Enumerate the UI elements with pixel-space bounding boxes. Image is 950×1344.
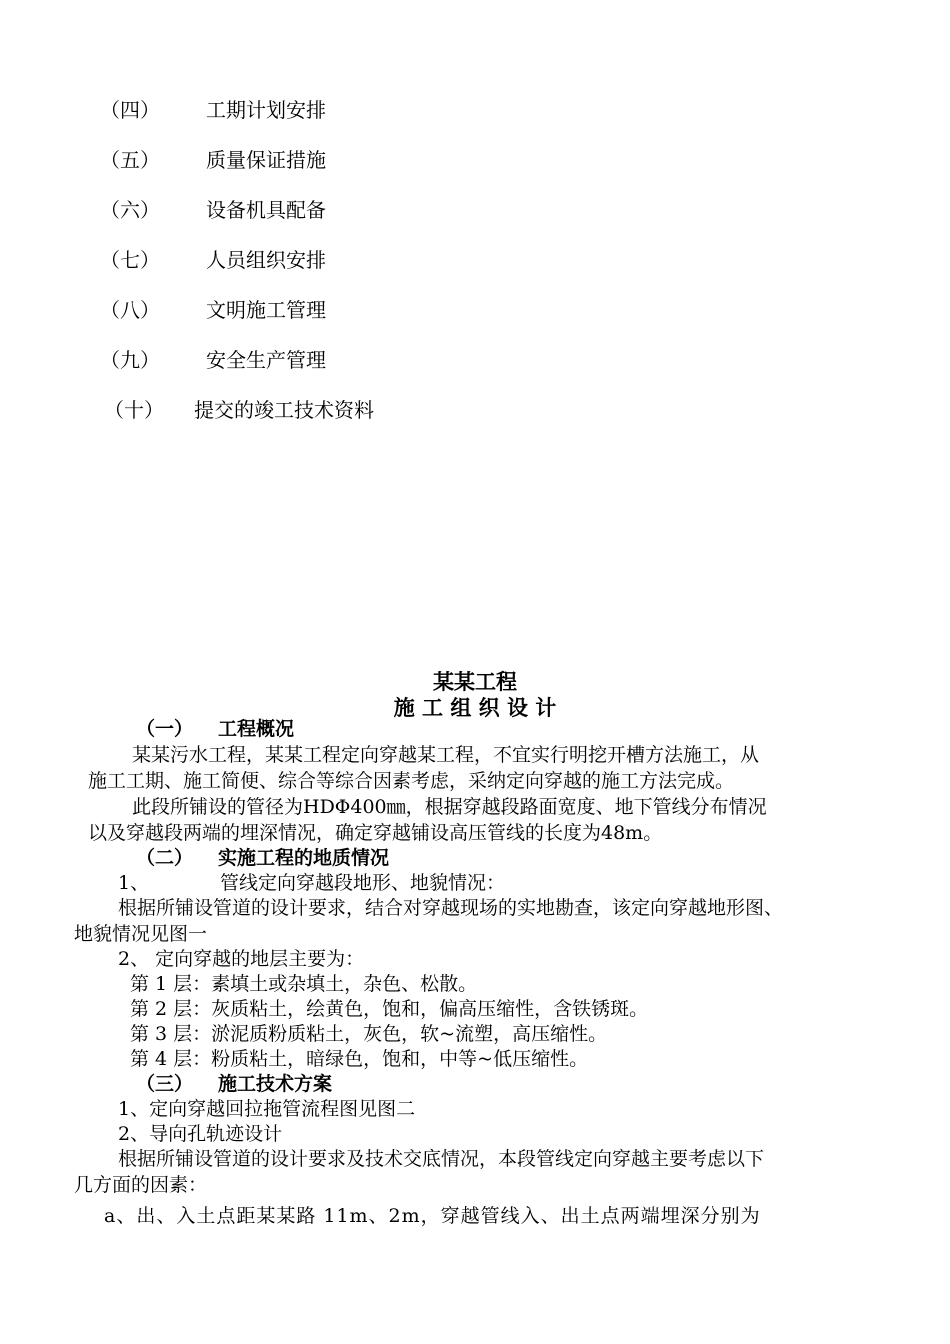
toc-item: 提交的竣工技术资料 [194, 398, 374, 422]
list-item: 管线定向穿越段地形、地貌情况： [220, 872, 506, 894]
layer-item: 第 2 层：灰质粘土，绘黄色，饱和，偏高压缩性，含铁锈斑。 [130, 998, 649, 1020]
list-number: 1、 [118, 872, 150, 894]
toc-item: 人员组织安排 [206, 248, 326, 272]
toc-num: （四） [100, 98, 160, 122]
section-heading: 工程概况 [218, 718, 295, 740]
paragraph-line: 以及穿越段两端的埋深情况，确定穿越铺设高压管线的长度为48m。 [88, 822, 663, 844]
layer-item: 第 3 层：淤泥质粉质粘土，灰色，软~流塑，高压缩性。 [130, 1023, 608, 1045]
document-subtitle: 施 工 组 织 设 计 [393, 696, 557, 720]
paragraph-line: 地貌情况见图一 [74, 923, 208, 945]
list-item: 1、定向穿越回拉拖管流程图见图二 [118, 1098, 416, 1120]
paragraph-line: 根据所铺设管道的设计要求及技术交底情况，本段管线定向穿越主要考虑以下 [118, 1148, 765, 1170]
toc-num: （五） [100, 148, 160, 172]
paragraph-line: 某某污水工程，某某工程定向穿越某工程，不宜实行明挖开槽方法施工，从 [132, 744, 760, 766]
paragraph-line: 根据所铺设管道的设计要求，结合对穿越现场的实地勘查，该定向穿越地形图、 [118, 897, 784, 919]
document-title: 某某工程 [433, 670, 517, 694]
list-item: 2、 定向穿越的地层主要为： [118, 948, 365, 970]
layer-item: 第 1 层：素填土或杂填土，杂色、松散。 [130, 973, 478, 995]
section-number: （二） [136, 847, 194, 869]
section-number: （一） [136, 718, 194, 740]
paragraph-line: 施工工期、施工简便、综合等综合因素考虑，采纳定向穿越的施工方法完成。 [88, 770, 735, 792]
toc-item: 设备机具配备 [206, 198, 326, 222]
toc-num: （七） [100, 248, 160, 272]
toc-num: （八） [100, 298, 160, 322]
paragraph-line: 几方面的因素： [74, 1174, 208, 1196]
section-heading: 实施工程的地质情况 [218, 847, 390, 869]
toc-item: 安全生产管理 [206, 348, 326, 372]
paragraph-line: 此段所铺设的管径为HDΦ400㎜，根据穿越段路面宽度、地下管线分布情况 [132, 796, 767, 818]
toc-item: 质量保证措施 [206, 148, 326, 172]
section-heading: 施工技术方案 [218, 1073, 333, 1095]
toc-num: （九） [100, 348, 160, 372]
layer-item: 第 4 层：粉质粘土，暗绿色，饱和，中等~低压缩性。 [130, 1048, 589, 1070]
toc-item: 工期计划安排 [206, 98, 326, 122]
section-number: （三） [136, 1073, 194, 1095]
toc-item: 文明施工管理 [206, 298, 326, 322]
toc-num: （十） [104, 398, 164, 422]
paragraph-line: a、出、入土点距某某路 11m、2m，穿越管线入、出土点两端埋深分别为 [104, 1205, 761, 1227]
list-item: 2、导向孔轨迹设计 [118, 1123, 283, 1145]
toc-num: （六） [100, 198, 160, 222]
